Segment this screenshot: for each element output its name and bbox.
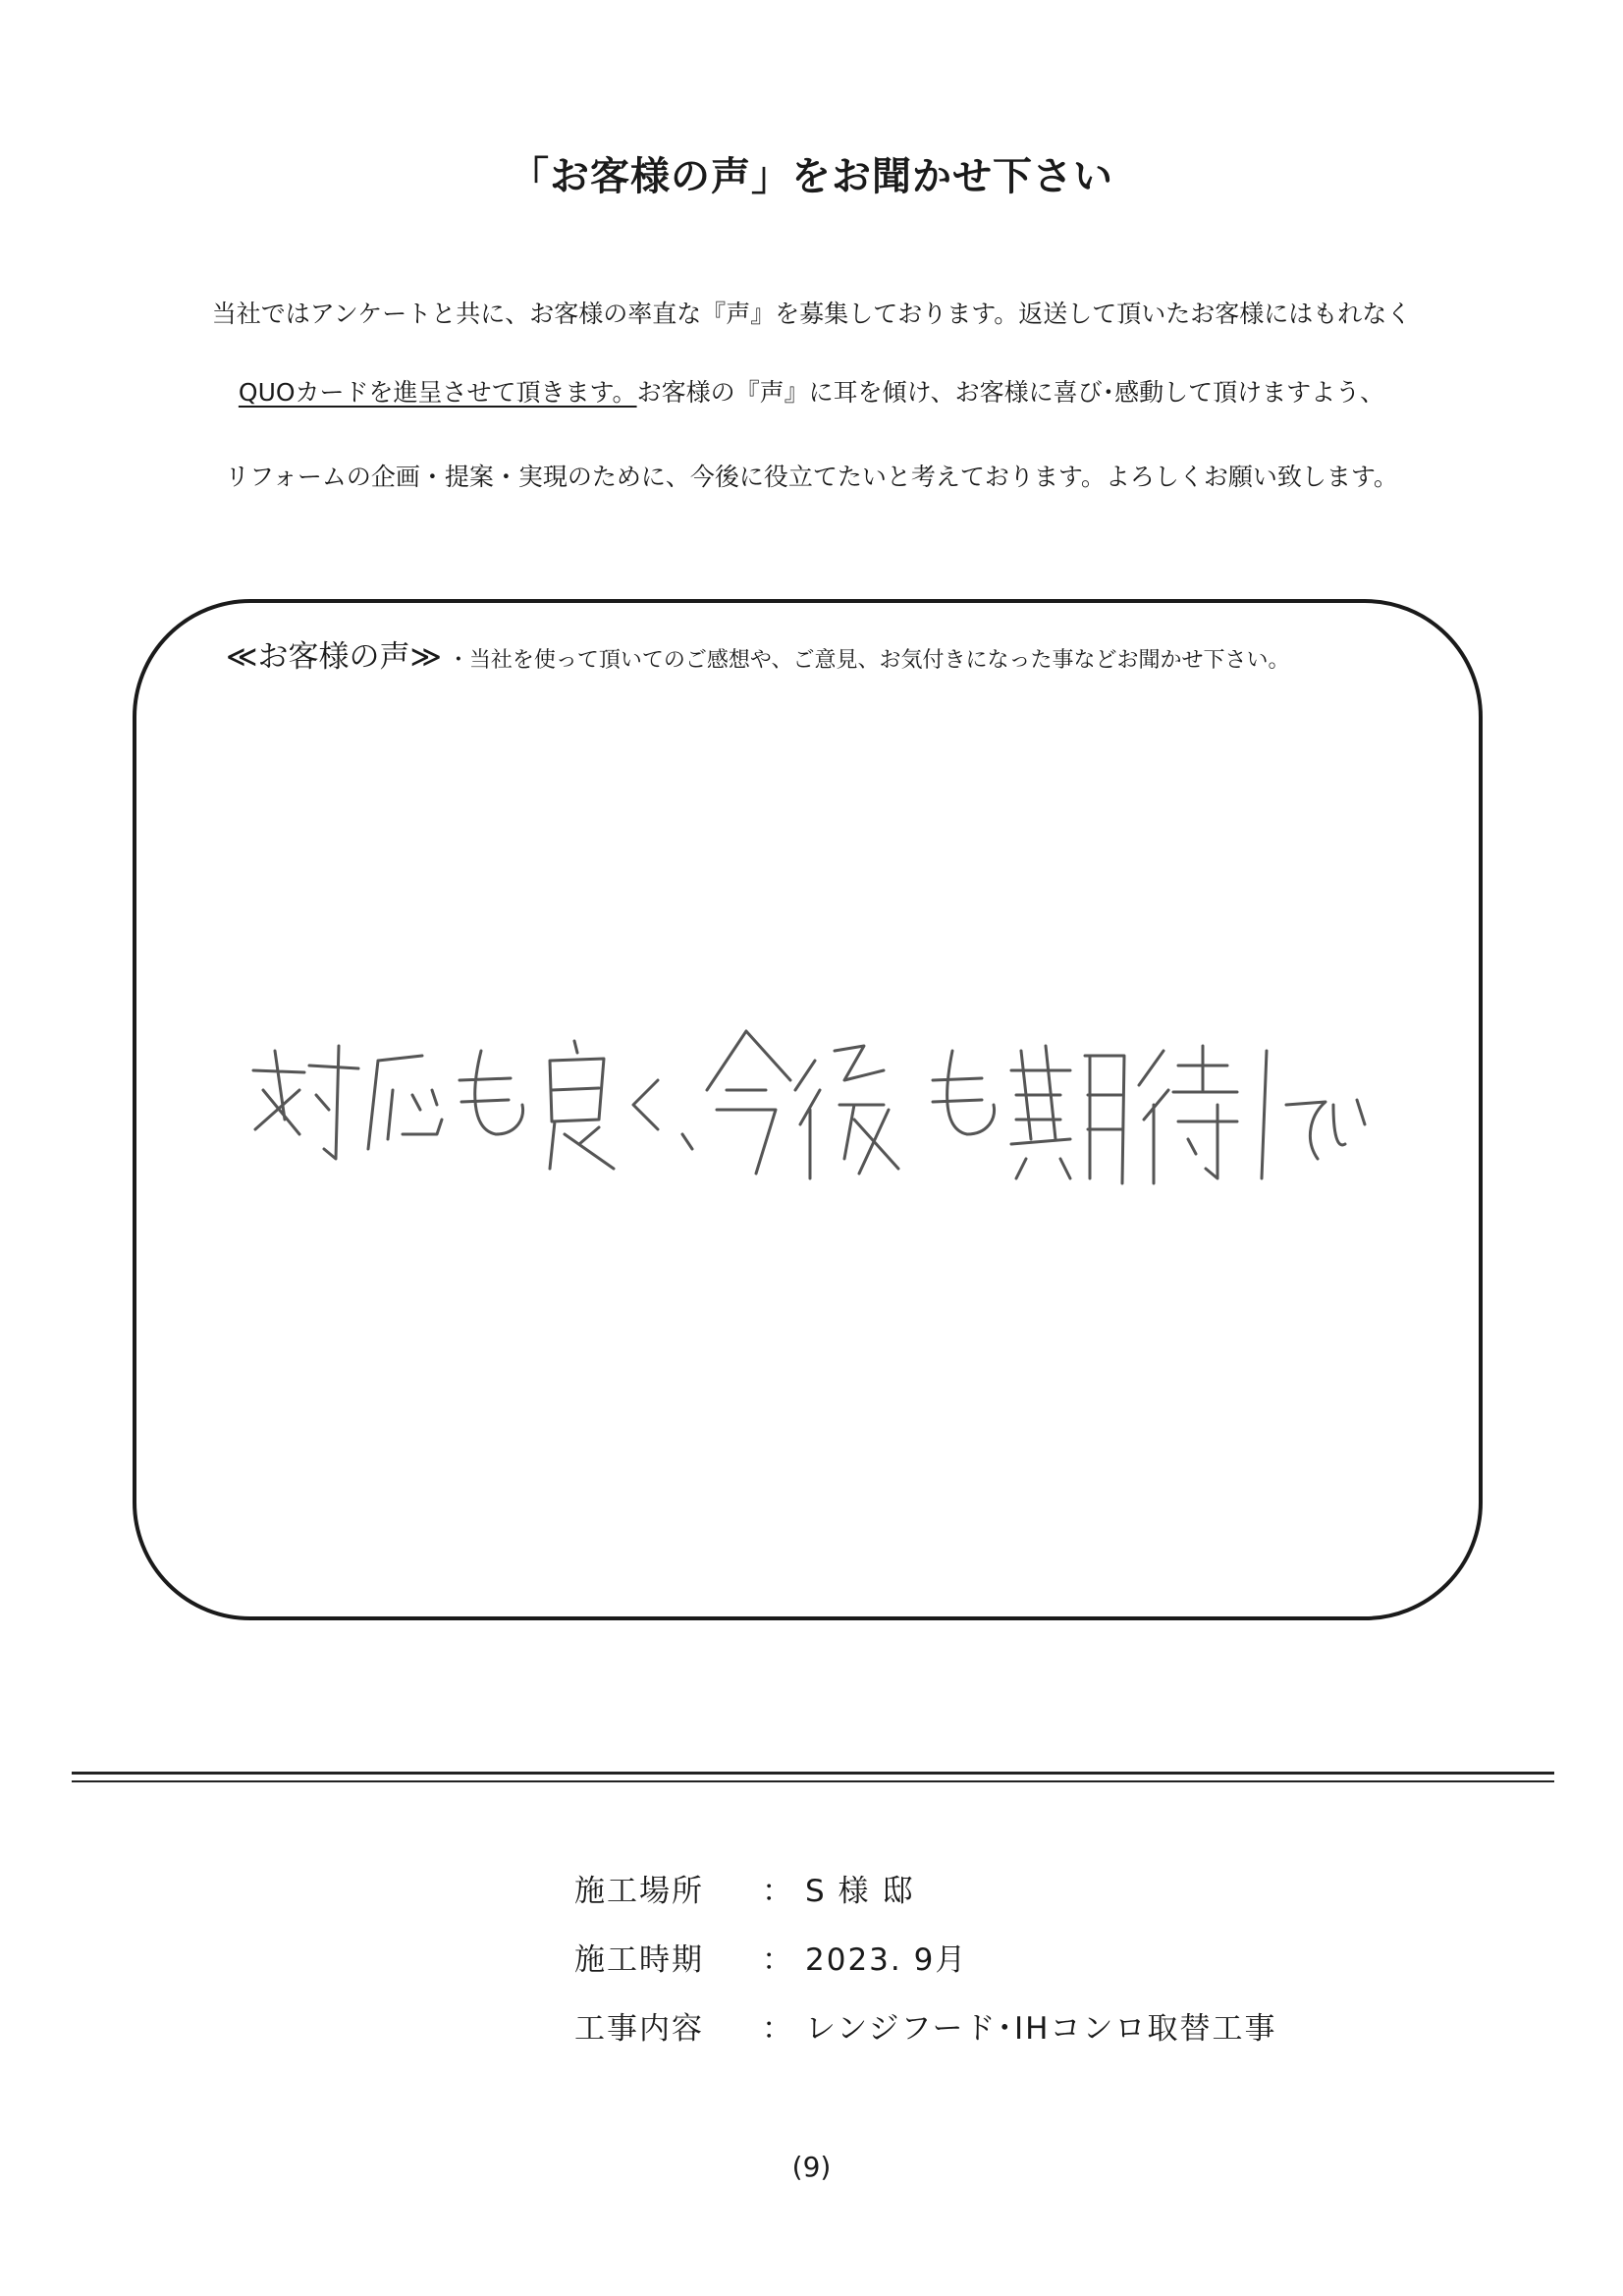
intro-line-2-rest: お客様の『声』に耳を傾け、お客様に喜び･感動して頂けますよう、 (636, 378, 1385, 407)
page-number: (9) (791, 2151, 832, 2183)
construction-period-label: 施工時期 (574, 1942, 704, 1978)
construction-content-row (574, 2003, 1276, 2048)
divider-line-bottom (72, 1780, 1554, 1782)
construction-content-value: レンジフード･IHコンロ取替工事 (805, 2011, 1277, 2047)
page-title: 「お客様の声」をお聞かせ下さい (510, 154, 1113, 199)
intro-underlined-text: QUOカードを進呈させて頂きます。 (238, 378, 637, 407)
construction-location-separator: ： (762, 1874, 794, 1909)
intro-line-2 (0, 373, 1623, 409)
customer-voice-prompt: ・当社を使って頂いてのご感想や、ご意見、お気付きになった事などお聞かせ下さい。 (447, 648, 1290, 673)
construction-period-value: 2023. 9月 (805, 1942, 968, 1978)
divider-line-top (72, 1772, 1554, 1775)
construction-content-separator: ： (762, 2011, 794, 2047)
handwritten-comment-drawing (245, 1011, 1375, 1208)
intro-line-1: 当社ではアンケートと共に、お客様の率直な『声』を募集しております。返送して頂いたお客様にはもれなく (211, 300, 1412, 328)
construction-period-separator: ： (762, 1942, 794, 1978)
intro-line-3: リフォームの企画・提案・実現のために、今後に役立てたいと考えております。よろしくお願い致します。 (225, 463, 1398, 491)
customer-voice-label: ≪お客様の声≫ (226, 639, 442, 675)
construction-location-row (574, 1866, 914, 1910)
construction-location-label: 施工場所 (574, 1874, 704, 1909)
construction-period-row (574, 1935, 967, 1979)
customer-voice-heading (226, 631, 1289, 676)
construction-location-value: S 様 邸 (805, 1874, 915, 1909)
handwritten-comment (245, 1011, 1375, 1208)
construction-content-label: 工事内容 (574, 2011, 704, 2047)
